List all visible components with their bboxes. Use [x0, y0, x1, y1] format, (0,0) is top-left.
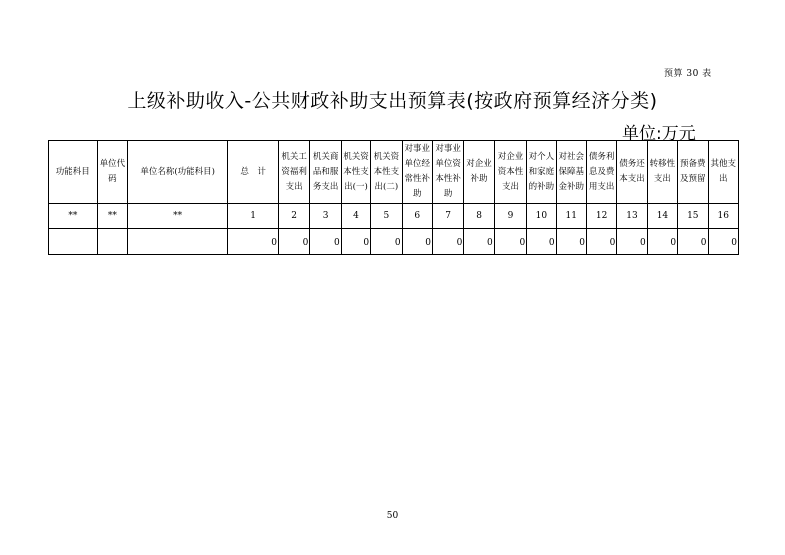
index-row [49, 204, 739, 229]
header-cell: 对企业资本性支出 [494, 141, 526, 204]
data-cell: 0 [310, 229, 341, 255]
data-cell: 0 [341, 229, 370, 255]
header-cell: 对社会保障基金补助 [556, 141, 586, 204]
form-number: 预算 30 表 [664, 69, 712, 79]
index-cell: 11 [556, 204, 586, 229]
header-cell: 机关资本性支出(一) [341, 141, 370, 204]
data-cell: 0 [464, 229, 494, 255]
header-cell: 债务还本支出 [617, 141, 647, 204]
data-cell: 0 [617, 229, 647, 255]
header-cell: 单位代码 [97, 141, 127, 204]
header-cell: 对个人和家庭的补助 [527, 141, 556, 204]
header-cell: 债务利息及费用支出 [586, 141, 616, 204]
index-cell: 7 [432, 204, 463, 229]
data-cell: 0 [556, 229, 586, 255]
index-cell: 13 [617, 204, 647, 229]
data-cell: 0 [432, 229, 463, 255]
index-cell: ** [128, 204, 228, 229]
header-cell: 预备费及预留 [678, 141, 708, 204]
page-number: 50 [386, 511, 399, 521]
header-cell: 对事业单位经常性补助 [402, 141, 432, 204]
header-cell: 机关工资福利支出 [278, 141, 309, 204]
index-cell: 10 [527, 204, 556, 229]
table-header-row [49, 141, 739, 204]
index-cell: ** [49, 204, 98, 229]
header-cell: 对事业单位资本性补助 [432, 141, 463, 204]
data-cell: 0 [586, 229, 616, 255]
header-cell: 机关商品和服务支出 [310, 141, 341, 204]
data-cell [49, 229, 98, 255]
index-cell: 15 [678, 204, 708, 229]
index-cell: ** [97, 204, 127, 229]
data-cell [128, 229, 228, 255]
index-cell: 16 [708, 204, 739, 229]
budget-table [48, 140, 739, 255]
page-title: 上级补助收入-公共财政补助支出预算表(按政府预算经济分类) [127, 90, 658, 112]
data-cell: 0 [678, 229, 708, 255]
index-cell: 14 [647, 204, 677, 229]
table-row [49, 229, 739, 255]
header-cell: 功能科目 [49, 141, 98, 204]
index-cell: 9 [494, 204, 526, 229]
data-cell: 0 [527, 229, 556, 255]
index-cell: 4 [341, 204, 370, 229]
header-cell: 对企业补助 [464, 141, 494, 204]
data-cell [97, 229, 127, 255]
data-cell: 0 [708, 229, 739, 255]
index-cell: 8 [464, 204, 494, 229]
data-cell: 0 [494, 229, 526, 255]
index-cell: 1 [228, 204, 279, 229]
index-cell: 2 [278, 204, 309, 229]
index-cell: 6 [402, 204, 432, 229]
header-cell: 单位名称(功能科目) [128, 141, 228, 204]
data-cell: 0 [228, 229, 279, 255]
data-cell: 0 [371, 229, 402, 255]
header-cell: 机关资本性支出(二) [371, 141, 402, 204]
data-cell: 0 [402, 229, 432, 255]
index-cell: 3 [310, 204, 341, 229]
index-cell: 12 [586, 204, 616, 229]
data-cell: 0 [278, 229, 309, 255]
index-cell: 5 [371, 204, 402, 229]
unit-label: 单位:万元 [622, 124, 696, 144]
header-cell: 总 计 [228, 141, 279, 204]
header-cell: 转移性支出 [647, 141, 677, 204]
header-cell: 其他支出 [708, 141, 739, 204]
data-cell: 0 [647, 229, 677, 255]
